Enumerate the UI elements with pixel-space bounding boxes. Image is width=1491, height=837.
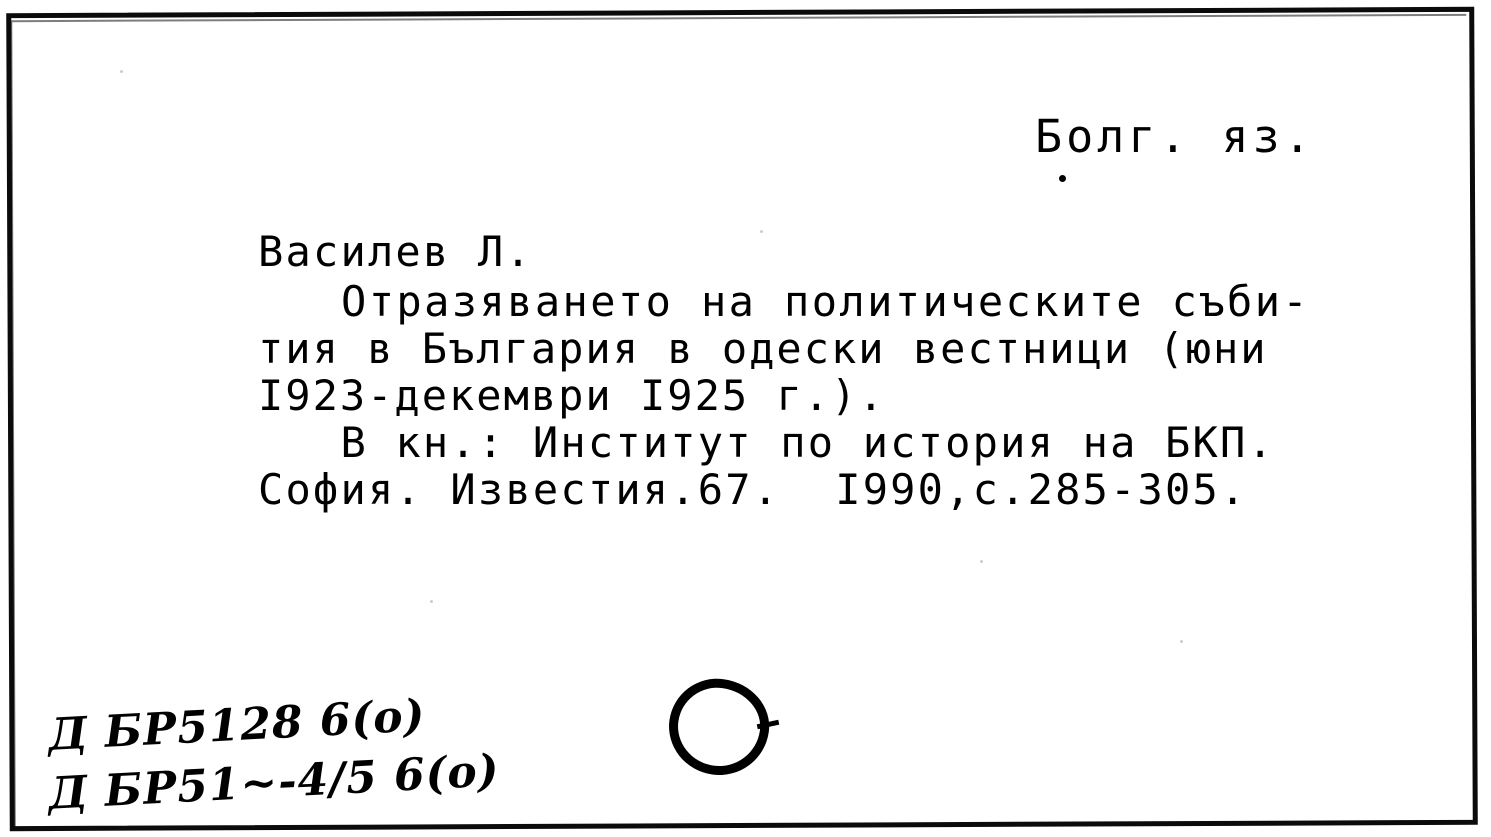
title-line-3: I923-декември I925 г.). (258, 371, 886, 420)
source-line-2: София. Известия.67. I990,с.285-305. (258, 465, 1248, 514)
shelf-mark-2: Д БР51~-4/5 6(о) (46, 745, 501, 820)
scan-speckle (120, 70, 123, 73)
ink-dot-mark (1059, 175, 1066, 182)
scan-speckle (760, 230, 763, 233)
title-line-2: тия в България в одески вестници (юни (258, 324, 1268, 373)
scan-speckle (980, 560, 983, 563)
source-line-1: В кн.: Институт по история на БКП. (258, 418, 1275, 467)
scan-speckle (430, 600, 433, 603)
title-line-1: Отразяването на политическите съби- (258, 277, 1311, 326)
scan-speckle (1180, 640, 1183, 643)
author-line: Василев Л. (258, 227, 533, 276)
shelf-mark-1: Д БР5128 6(о) (46, 690, 427, 761)
card-text-block (258, 228, 1418, 513)
language-note: Болг. яз. (1035, 110, 1315, 163)
